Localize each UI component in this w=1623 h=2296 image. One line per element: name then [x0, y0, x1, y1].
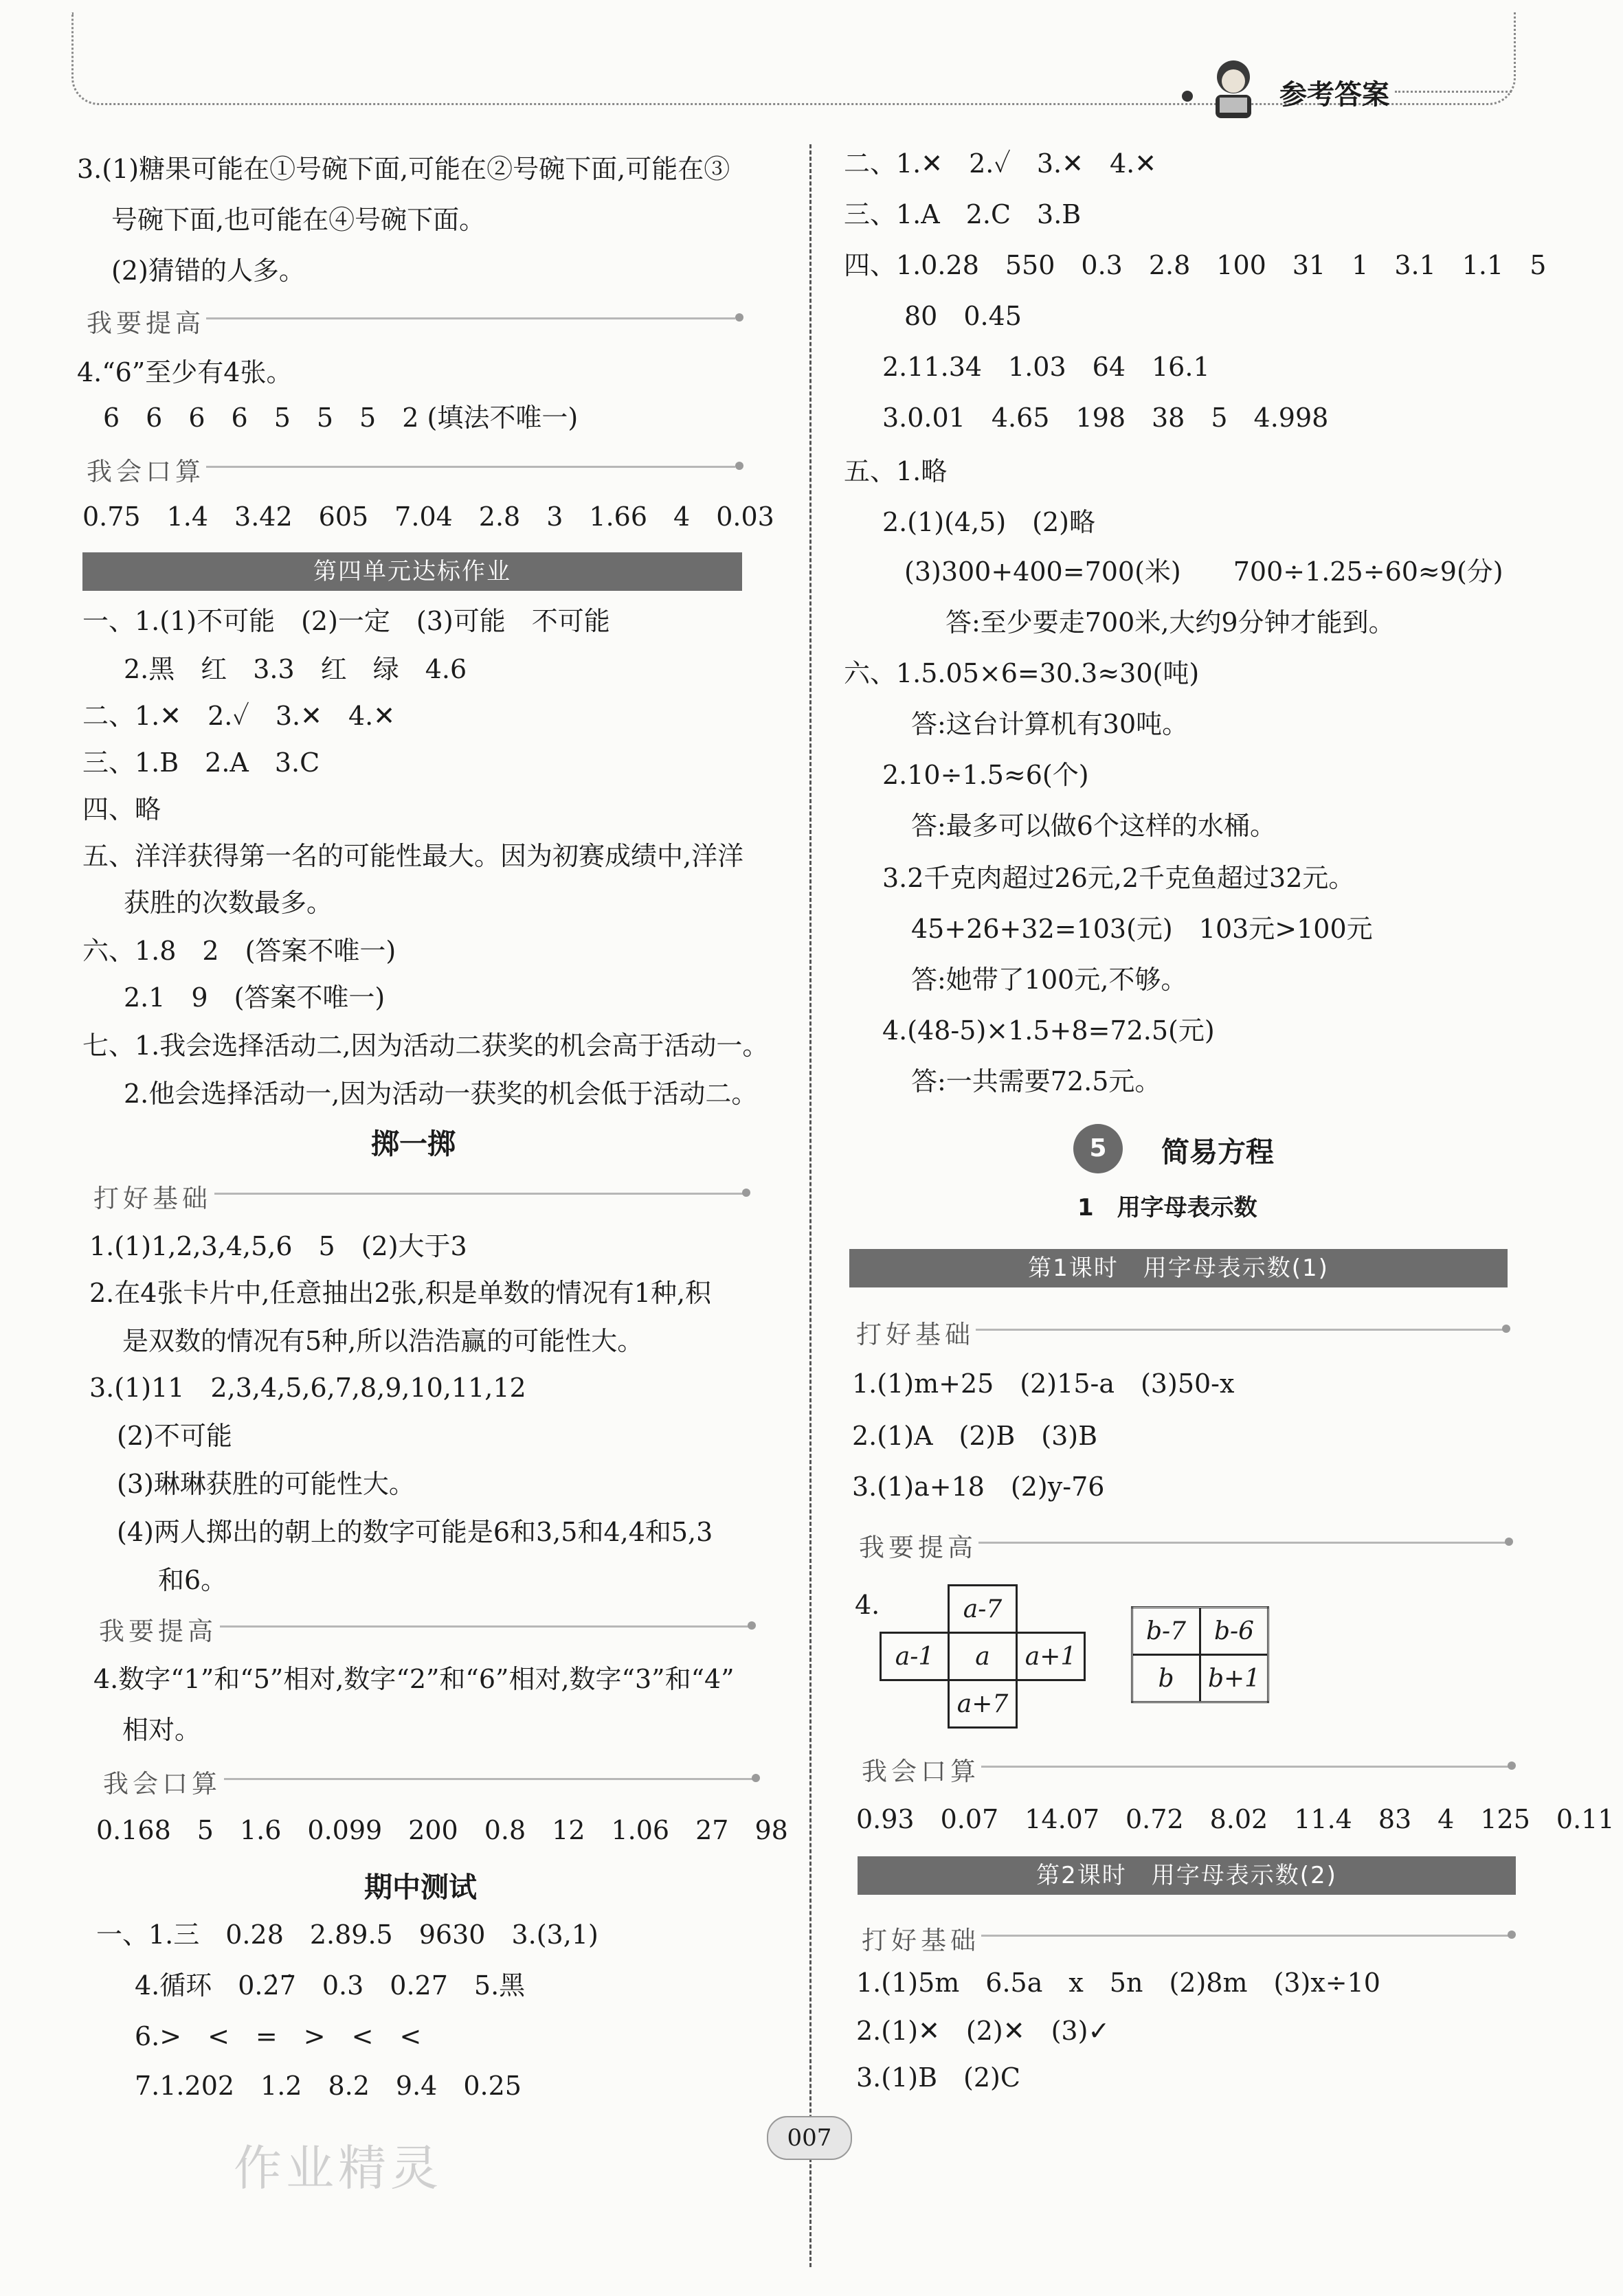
- section-label: 我要提高: [87, 308, 205, 338]
- page-number: 007: [767, 2116, 852, 2160]
- answer-line: 7.1.202 1.2 8.2 9.4 0.25: [135, 2071, 522, 2101]
- watermark: 作业精灵: [234, 2140, 443, 2196]
- grid-cell: b-7: [1132, 1608, 1200, 1655]
- answer-line: 三、1.A 2.C 3.B: [844, 199, 1082, 229]
- answer-line: 答:最多可以做6个这样的水桶。: [911, 811, 1276, 841]
- answer-line: 3.(1)a+18 (2)y-76: [852, 1472, 1105, 1502]
- answer-line: 2.1 9 (答案不唯一): [124, 982, 385, 1013]
- section-dot: [1508, 1762, 1516, 1770]
- answer-line: 四、略: [82, 794, 161, 824]
- cube-net-grid-a: [880, 1584, 1086, 1729]
- reader-mascot-icon: [1206, 56, 1261, 122]
- grid-cell: a: [949, 1633, 1017, 1680]
- section-label: 打好基础: [856, 1320, 974, 1349]
- answer-line: (2)不可能: [117, 1421, 232, 1451]
- answer-line: 2.(1)(4,5) (2)略: [882, 507, 1095, 537]
- unit-title: 简易方程: [1161, 1136, 1274, 1169]
- answer-line: 答:至少要走700米,大约9分钟才能到。: [945, 607, 1395, 638]
- grid-cell: b+1: [1200, 1655, 1268, 1702]
- section-rule: [206, 317, 735, 319]
- section-label: 我会口算: [103, 1769, 221, 1799]
- answer-line: 2.11.34 1.03 64 16.1: [882, 352, 1210, 382]
- answer-line: 2.10÷1.5≈6(个): [882, 760, 1089, 790]
- section-label: 我会口算: [87, 457, 205, 486]
- section-label: 打好基础: [93, 1184, 212, 1213]
- answer-line: 3.(1)B (2)C: [856, 2062, 1020, 2093]
- answer-line: 6.> < = > < <: [135, 2021, 422, 2051]
- answer-line: 2.黑 红 3.3 红 绿 4.6: [124, 654, 467, 684]
- section-label: 我会口算: [862, 1757, 980, 1786]
- answer-line: 2.(1)✕ (2)✕ (3)✓: [856, 2016, 1110, 2046]
- section-heading: 掷一掷: [371, 1127, 456, 1160]
- answer-line: 二、1.✕ 2.✓ 3.✕ 4.✕: [82, 701, 396, 731]
- answer-line: 三、1.B 2.A 3.C: [82, 747, 320, 778]
- section-rule: [220, 1625, 749, 1628]
- answer-line: 2.在4张卡片中,任意抽出2张,积是单数的情况有1种,积: [89, 1278, 712, 1308]
- column-divider: [809, 144, 812, 2267]
- answer-line: 0.75 1.4 3.42 605 7.04 2.8 3 1.66 4 0.03: [82, 502, 774, 532]
- answer-line: 是双数的情况有5种,所以浩浩赢的可能性大。: [122, 1326, 644, 1356]
- section-bar: 第1课时 用字母表示数(1): [849, 1249, 1508, 1287]
- section-label: 我要提高: [99, 1617, 217, 1646]
- answer-line: 0.93 0.07 14.07 0.72 8.02 11.4 83 4 125 0.11: [856, 1804, 1615, 1834]
- header-label: 参考答案: [1279, 79, 1389, 111]
- section-rule: [981, 1935, 1510, 1937]
- answer-line: 4.“6”至少有4张。: [77, 357, 293, 387]
- section-dot: [752, 1774, 760, 1782]
- answer-line: 五、1.略: [844, 456, 948, 486]
- answer-line: (4)两人掷出的朝上的数字可能是6和3,5和4,4和5,3: [117, 1517, 713, 1547]
- section-rule: [224, 1778, 753, 1780]
- answer-line: 3.(1)糖果可能在①号碗下面,可能在②号碗下面,可能在③: [77, 154, 730, 184]
- section-rule: [978, 1542, 1508, 1544]
- section-dot: [748, 1621, 756, 1630]
- answer-line: 1.(1)m+25 (2)15-a (3)50-x: [852, 1369, 1235, 1399]
- answer-line: 1.(1)5m 6.5a x 5n (2)8m (3)x÷10: [856, 1968, 1380, 1998]
- answer-line: 号碗下面,也可能在④号碗下面。: [111, 205, 486, 235]
- cube-net-grid-b: [1131, 1606, 1269, 1703]
- answer-line: 6 6 6 6 5 5 5 2 (填法不唯一): [103, 403, 579, 433]
- answer-line: 1.(1)1,2,3,4,5,6 5 (2)大于3: [89, 1231, 467, 1261]
- answer-line: (3)琳琳获胜的可能性大。: [117, 1469, 415, 1499]
- answer-line: 六、1.5.05×6=30.3≈30(吨): [844, 658, 1200, 688]
- answer-line: 2.他会选择活动一,因为活动一获奖的机会低于活动二。: [124, 1079, 758, 1109]
- section-dot: [735, 462, 743, 470]
- answer-line: 答:她带了100元,不够。: [911, 965, 1187, 995]
- answer-line: 3.(1)11 2,3,4,5,6,7,8,9,10,11,12: [89, 1373, 526, 1403]
- answer-line: 一、1.三 0.28 2.89.5 9630 3.(3,1): [96, 1920, 598, 1950]
- answer-line: 0.168 5 1.6 0.099 200 0.8 12 1.06 27 98: [96, 1815, 788, 1845]
- answer-line: (2)猜错的人多。: [111, 256, 305, 286]
- answer-line: 四、1.0.28 550 0.3 2.8 100 31 1 3.1 1.1 5: [844, 250, 1547, 280]
- answer-line: 80 0.45: [904, 301, 1022, 331]
- section-dot: [742, 1189, 750, 1197]
- section-rule: [214, 1193, 743, 1195]
- section-dot: [735, 313, 743, 322]
- answer-line: 相对。: [122, 1715, 201, 1745]
- grid-cell: a+7: [949, 1680, 1017, 1728]
- answer-line: 4.(48-5)×1.5+8=72.5(元): [882, 1015, 1215, 1046]
- section-label: 打好基础: [862, 1926, 980, 1955]
- answer-line: 4.数字“1”和“5”相对,数字“2”和“6”相对,数字“3”和“4”: [93, 1664, 735, 1694]
- answer-line: 六、1.8 2 (答案不唯一): [82, 936, 396, 966]
- grid-cell: a+1: [1017, 1633, 1085, 1680]
- answer-line: 4.: [855, 1590, 880, 1620]
- section-dot: [1508, 1931, 1516, 1939]
- answer-line: 45+26+32=103(元) 103元>100元: [911, 914, 1373, 944]
- section-bar: 第四单元达标作业: [82, 552, 742, 591]
- section-dot: [1502, 1325, 1510, 1333]
- header-line: [1395, 91, 1512, 93]
- section-label: 我要提高: [859, 1533, 977, 1562]
- grid-cell: a-7: [949, 1586, 1017, 1633]
- section-rule: [206, 466, 735, 468]
- answer-line: 获胜的次数最多。: [124, 888, 333, 918]
- subsection-title: 1 用字母表示数: [1077, 1194, 1257, 1222]
- grid-cell: a-1: [881, 1633, 949, 1680]
- grid-cell: b: [1132, 1655, 1200, 1702]
- answer-line: 4.循环 0.2̇7̇ 0.3 0.27 5.黑: [135, 1970, 526, 2001]
- section-rule: [976, 1329, 1505, 1331]
- section-rule: [981, 1766, 1510, 1768]
- answer-line: 七、1.我会选择活动二,因为活动二获奖的机会高于活动一。: [82, 1031, 769, 1061]
- header-dot: [1182, 91, 1193, 102]
- unit-number-badge: 5: [1073, 1124, 1123, 1173]
- answer-line: 五、洋洋获得第一名的可能性最大。因为初赛成绩中,洋洋: [82, 841, 744, 871]
- answer-line: 答:这台计算机有30吨。: [911, 709, 1189, 739]
- answer-line: 二、1.✕ 2.✓ 3.✕ 4.✕: [844, 148, 1157, 179]
- answer-line: 答:一共需要72.5元。: [911, 1066, 1161, 1096]
- answer-line: 一、1.(1)不可能 (2)一定 (3)可能 不可能: [82, 606, 610, 636]
- answer-line: 3.2千克肉超过26元,2千克鱼超过32元。: [882, 863, 1355, 893]
- grid-cell: b-6: [1200, 1608, 1268, 1655]
- answer-line: 2.(1)A (2)B (3)B: [852, 1421, 1098, 1451]
- section-bar: 第2课时 用字母表示数(2): [858, 1856, 1516, 1895]
- answer-line: 3.0.01 4.65 198 38 5 4.998: [882, 403, 1329, 433]
- section-dot: [1505, 1538, 1513, 1546]
- answer-line: 和6。: [158, 1565, 227, 1595]
- section-heading: 期中测试: [364, 1871, 477, 1904]
- answer-line: (3)300+400=700(米) 700÷1.25÷60≈9(分): [904, 556, 1503, 587]
